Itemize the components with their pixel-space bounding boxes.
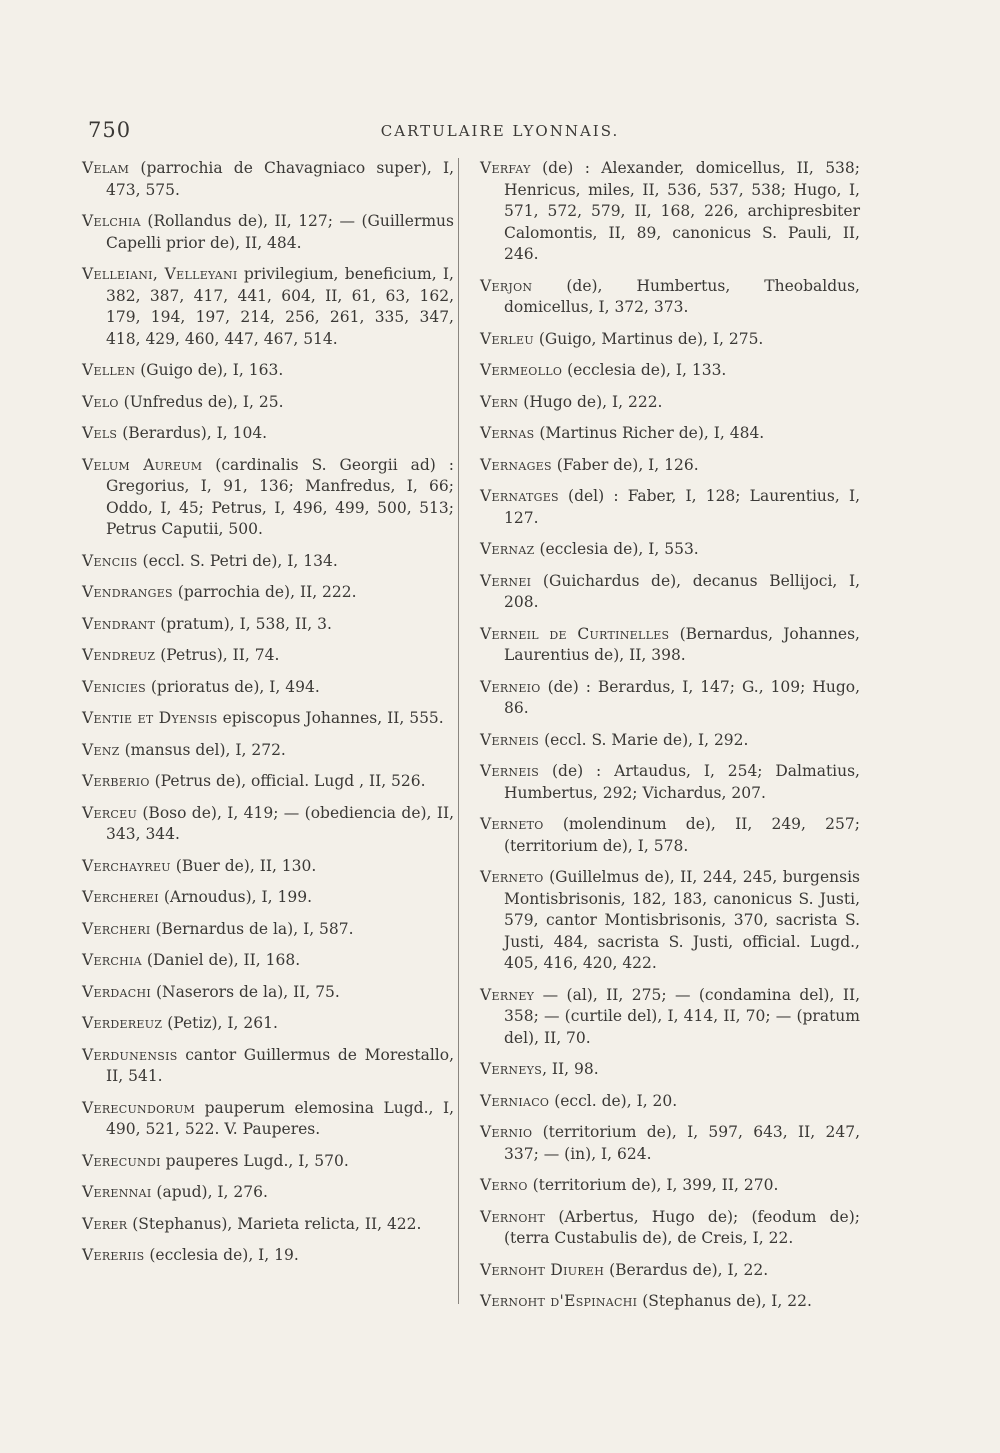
index-entry xyxy=(82,158,454,201)
entry-headword: Verer xyxy=(82,1214,128,1233)
index-entry xyxy=(480,1207,860,1250)
entry-text: pauperum elemosina Lugd., I, 490, 521, 522. V. Pauperes. xyxy=(106,1098,454,1138)
entry-text: (prioratus de), I, 494. xyxy=(145,677,320,696)
entry-text: (molendinum de), II, 249, 257; (territorium de), I, 578. xyxy=(504,815,860,855)
entry-headword: Verberio xyxy=(82,772,150,790)
left-column xyxy=(82,158,454,1277)
index-entry xyxy=(480,867,860,975)
entry-text: (Berardus), I, 104. xyxy=(117,424,268,442)
index-entry xyxy=(82,740,454,762)
index-entry xyxy=(82,887,454,909)
index-entry xyxy=(82,1098,454,1141)
page-header xyxy=(0,118,1000,148)
entry-text: (de), Humbertus, Theobaldus, domicellus, I, 372, 373. xyxy=(504,276,860,316)
entry-text: (Martinus Richer de), I, 484. xyxy=(534,424,765,442)
index-entry xyxy=(82,1182,454,1204)
entry-headword: Vernio xyxy=(480,1123,533,1141)
entry-headword: Venicies xyxy=(82,677,146,696)
index-entry xyxy=(480,814,860,857)
index-entry xyxy=(82,1045,454,1088)
index-entry xyxy=(82,803,454,846)
entry-headword: Verneis xyxy=(480,762,540,780)
entry-headword: Verchia xyxy=(82,951,142,969)
entry-text: cantor Guillermus de Morestallo, II, 541. xyxy=(106,1045,454,1085)
entry-text: (Guigo, Martinus de), I, 275. xyxy=(533,329,764,348)
index-entry xyxy=(82,360,454,382)
entry-headword: Vendranges xyxy=(82,583,173,601)
entry-text: (Petrus de), official. Lugd , II, 526. xyxy=(149,772,426,790)
index-entry xyxy=(480,486,860,529)
entry-headword: Verceu xyxy=(82,803,138,822)
entry-headword: Verchayreu xyxy=(82,856,171,875)
entry-headword: Verneto xyxy=(480,815,544,833)
entry-text: privilegium, beneficium, I, 382, 387, 417, 441, 604, II, 61, 63, 162, 179, 194, 197, 214, 256, 261, 335, 347, 418, 429, 460, 447, 467, 514. xyxy=(106,265,454,348)
index-entry xyxy=(480,276,860,319)
entry-headword: Velum Aureum xyxy=(82,455,203,474)
entry-text: (mansus del), I, 272. xyxy=(119,740,286,759)
entry-headword: Velleiani, Velleyani xyxy=(82,265,238,283)
entry-text: (Bernardus de la), I, 587. xyxy=(150,919,354,938)
entry-headword: Verjon xyxy=(480,276,533,295)
index-entry xyxy=(82,677,454,699)
entry-headword: Vernoht xyxy=(480,1207,546,1226)
page-number: 750 xyxy=(88,118,132,142)
entry-headword: Ventie et Dyensis xyxy=(82,709,218,727)
entry-headword: Vernoht d'Espinachi xyxy=(480,1292,638,1310)
entry-headword: Verneil de Curtinelles xyxy=(480,624,670,643)
entry-text: (Arbertus, Hugo de); (feodum de); (terra Custabulis de), de Creis, I, 22. xyxy=(504,1207,860,1247)
entry-text: (pratum), I, 538, II, 3. xyxy=(155,614,332,633)
entry-text: (ecclesia de), I, 133. xyxy=(562,361,727,379)
entry-text: (ecclesia de), I, 19. xyxy=(144,1246,299,1264)
index-entry xyxy=(82,1151,454,1173)
entry-headword: Verdereuz xyxy=(82,1014,163,1032)
column-divider xyxy=(458,158,459,1304)
entry-headword: Vernei xyxy=(480,571,532,590)
entry-headword: Vernas xyxy=(480,424,535,442)
index-entry xyxy=(82,856,454,878)
entry-text: (Petiz), I, 261. xyxy=(162,1014,278,1032)
index-entry xyxy=(480,392,860,414)
index-entry xyxy=(480,1122,860,1165)
entry-headword: Verneis xyxy=(480,730,540,749)
index-entry xyxy=(82,1245,454,1267)
entry-text: (territorium de), I, 399, II, 270. xyxy=(527,1176,779,1194)
index-entry xyxy=(480,1091,860,1113)
entry-text: (Stephanus de), I, 22. xyxy=(637,1292,812,1310)
entry-text: (ecclesia de), I, 553. xyxy=(534,540,699,558)
entry-headword: Venciis xyxy=(82,551,138,570)
index-entry xyxy=(480,677,860,720)
index-entry xyxy=(480,539,860,561)
entry-headword: Venz xyxy=(82,740,120,759)
index-entry xyxy=(82,771,454,793)
entry-headword: Vernatges xyxy=(480,487,559,505)
entry-headword: Verennai xyxy=(82,1183,152,1201)
entry-headword: Vendrant xyxy=(82,614,156,633)
entry-text: (de) : Berardus, I, 147; G., 109; Hugo, 86. xyxy=(504,677,860,717)
index-entry xyxy=(82,582,454,604)
entry-headword: Vermeollo xyxy=(480,361,563,379)
entry-headword: Velo xyxy=(82,392,119,411)
entry-text: (Unfredus de), I, 25. xyxy=(118,392,284,411)
index-entry xyxy=(82,455,454,541)
entry-text: (de) : Alexander, domicellus, II, 538; Henricus, miles, II, 536, 537, 538; Hugo, I, 571, 572, 579, II, 168, 226, archipresbiter Calomontis, II, 89, canonicus S. Pauli, II, 246. xyxy=(504,159,860,263)
entry-headword: Verno xyxy=(480,1176,528,1194)
index-entry xyxy=(480,624,860,667)
index-entry xyxy=(480,360,860,382)
entry-text: (parrochia de), II, 222. xyxy=(172,583,357,601)
entry-text: (Naserors de la), II, 75. xyxy=(151,982,340,1001)
entry-text: (Hugo de), I, 222. xyxy=(518,392,663,411)
index-entry xyxy=(480,423,860,445)
index-entry xyxy=(82,392,454,414)
index-entry xyxy=(82,950,454,972)
index-entry xyxy=(82,982,454,1004)
entry-text: (Faber de), I, 126. xyxy=(551,455,699,474)
index-entry xyxy=(82,264,454,350)
entry-text: (territorium de), I, 597, 643, II, 247, 337; — (in), I, 624. xyxy=(504,1123,860,1163)
index-entry xyxy=(480,455,860,477)
entry-text: episcopus Johannes, II, 555. xyxy=(217,709,444,727)
entry-text: (eccl. S. Petri de), I, 134. xyxy=(137,551,338,570)
entry-text: (Arnoudus), I, 199. xyxy=(158,888,313,906)
entry-text: (Stephanus), Marieta relicta, II, 422. xyxy=(127,1214,422,1233)
index-entry xyxy=(480,1059,860,1081)
entry-headword: Vernages xyxy=(480,455,552,474)
entry-text: (Guillelmus de), II, 244, 245, burgensis Montisbrisonis, 182, 183, canonicus S. Justi, 579, cantor Montisbrisonis, 370, sacrista S. Justi, 484, sacrista S. Justi, official. Lugd., 405, 416, 420, 422. xyxy=(504,868,860,972)
entry-headword: Verdunensis xyxy=(82,1045,178,1064)
entry-headword: Vels xyxy=(82,424,118,442)
index-entry xyxy=(480,329,860,351)
entry-headword: Verneys xyxy=(480,1060,543,1078)
entry-text: (Boso de), I, 419; — (obediencia de), II, 343, 344. xyxy=(106,803,454,843)
index-entry xyxy=(82,645,454,667)
entry-text: (Rollandus de), II, 127; — (Guillermus Capelli prior de), II, 484. xyxy=(106,212,454,252)
entry-text: (del) : Faber, I, 128; Laurentius, I, 127. xyxy=(504,487,860,527)
entry-headword: Verleu xyxy=(480,329,534,348)
right-column xyxy=(480,158,860,1323)
entry-text: (Guichardus de), decanus Bellijoci, I, 208. xyxy=(504,571,860,611)
index-entry xyxy=(82,1013,454,1035)
entry-headword: Vellen xyxy=(82,361,136,379)
index-entry xyxy=(480,985,860,1050)
index-entry xyxy=(82,919,454,941)
running-head: CARTULAIRE LYONNAIS. xyxy=(380,122,620,140)
index-entry xyxy=(480,571,860,614)
entry-headword: Vercheri xyxy=(82,919,151,938)
entry-headword: Verneto xyxy=(480,868,544,886)
entry-text: (cardinalis S. Georgii ad) : Gregorius, I, 91, 136; Manfredus, I, 66; Oddo, I, 45; Petrus, I, 496, 499, 500, 513; Petrus Caputii, 500. xyxy=(106,455,455,538)
entry-headword: Verneio xyxy=(480,677,541,696)
index-entry xyxy=(82,423,454,445)
index-entry xyxy=(82,708,454,730)
entry-headword: Vercherei xyxy=(82,888,159,906)
entry-headword: Verney xyxy=(480,985,535,1004)
index-entry xyxy=(82,1214,454,1236)
entry-text: (Buer de), II, 130. xyxy=(170,856,317,875)
entry-headword: Verfay xyxy=(480,159,531,177)
index-entry xyxy=(82,211,454,254)
entry-text: — (al), II, 275; — (condamina del), II, 358; — (curtile del), I, 414, II, 70; — (pratum del), II, 70. xyxy=(504,985,860,1047)
index-entry xyxy=(480,1175,860,1197)
entry-text: (apud), I, 276. xyxy=(151,1183,268,1201)
entry-headword: Velam xyxy=(82,159,130,177)
entry-headword: Vernoht Diureh xyxy=(480,1260,605,1279)
index-entry xyxy=(480,761,860,804)
entry-text: (Bernardus, Johannes, Laurentius de), II, 398. xyxy=(504,624,860,664)
index-entry xyxy=(480,1291,860,1313)
entry-headword: Vereriis xyxy=(82,1246,145,1264)
entry-text: (parrochia de Chavagniaco super), I, 473, 575. xyxy=(106,159,454,199)
entry-text: , II, 98. xyxy=(542,1060,599,1078)
index-entry xyxy=(480,730,860,752)
index-entry xyxy=(480,1260,860,1282)
entry-text: (Berardus de), I, 22. xyxy=(604,1260,769,1279)
entry-headword: Verniaco xyxy=(480,1091,550,1110)
entry-headword: Verecundi xyxy=(82,1151,161,1170)
entry-headword: Velchia xyxy=(82,212,141,230)
entry-headword: Verecundorum xyxy=(82,1098,196,1117)
entry-headword: Vern xyxy=(480,392,519,411)
entry-headword: Verdachi xyxy=(82,982,152,1001)
index-entry xyxy=(480,158,860,266)
index-entry xyxy=(82,614,454,636)
entry-text: (Guigo de), I, 163. xyxy=(135,361,284,379)
entry-headword: Vernaz xyxy=(480,540,535,558)
index-entry xyxy=(82,551,454,573)
entry-text: (eccl. S. Marie de), I, 292. xyxy=(539,730,749,749)
entry-text: (de) : Artaudus, I, 254; Dalmatius, Humbertus, 292; Vichardus, 207. xyxy=(504,762,860,802)
entry-headword: Vendreuz xyxy=(82,646,156,664)
entry-text: (Daniel de), II, 168. xyxy=(141,951,301,969)
entry-text: (Petrus), II, 74. xyxy=(155,646,280,664)
entry-text: pauperes Lugd., I, 570. xyxy=(160,1151,349,1170)
entry-text: (eccl. de), I, 20. xyxy=(549,1091,678,1110)
